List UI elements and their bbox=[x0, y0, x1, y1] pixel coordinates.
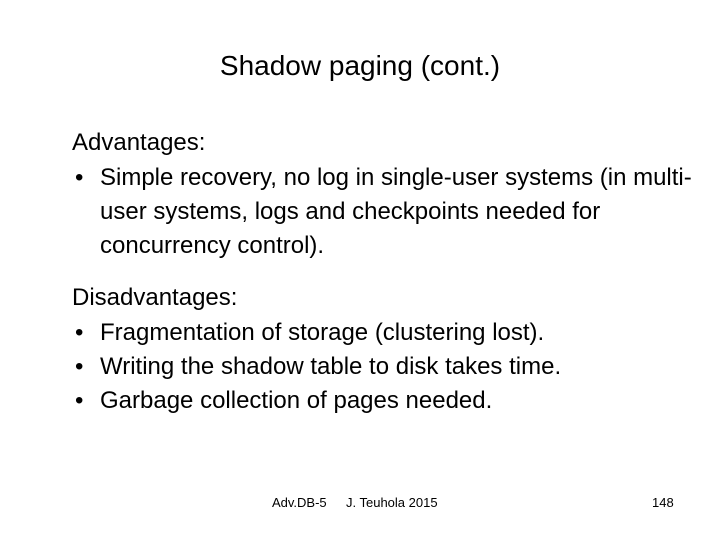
list-item-text: Simple recovery, no log in single-user systems (in multi-user systems, logs and checkpoints needed for concurrency control). bbox=[100, 164, 692, 259]
disadvantages-list bbox=[72, 316, 561, 418]
disadvantages-section bbox=[72, 280, 561, 418]
advantages-list bbox=[72, 161, 700, 263]
advantages-heading: Advantages: bbox=[72, 129, 206, 156]
footer-page-number: 148 bbox=[652, 495, 674, 510]
bullet-icon: • bbox=[75, 387, 84, 414]
footer-course: Adv.DB-5 bbox=[272, 495, 327, 510]
list-item bbox=[72, 384, 561, 418]
list-item-text: Fragmentation of storage (clustering lost). bbox=[100, 319, 545, 346]
bullet-icon: • bbox=[75, 353, 84, 380]
list-item-text: Writing the shadow table to disk takes time. bbox=[100, 353, 562, 380]
list-item bbox=[72, 350, 561, 384]
bullet-icon: • bbox=[75, 319, 84, 346]
list-item bbox=[72, 316, 561, 350]
bullet-icon: • bbox=[75, 164, 84, 191]
disadvantages-heading: Disadvantages: bbox=[72, 284, 238, 311]
list-item-text: Garbage collection of pages needed. bbox=[100, 387, 493, 414]
slide-title: Shadow paging (cont.) bbox=[219, 50, 501, 81]
footer-author: J. Teuhola 2015 bbox=[346, 495, 438, 510]
list-item bbox=[72, 161, 700, 263]
advantages-section bbox=[72, 125, 700, 263]
